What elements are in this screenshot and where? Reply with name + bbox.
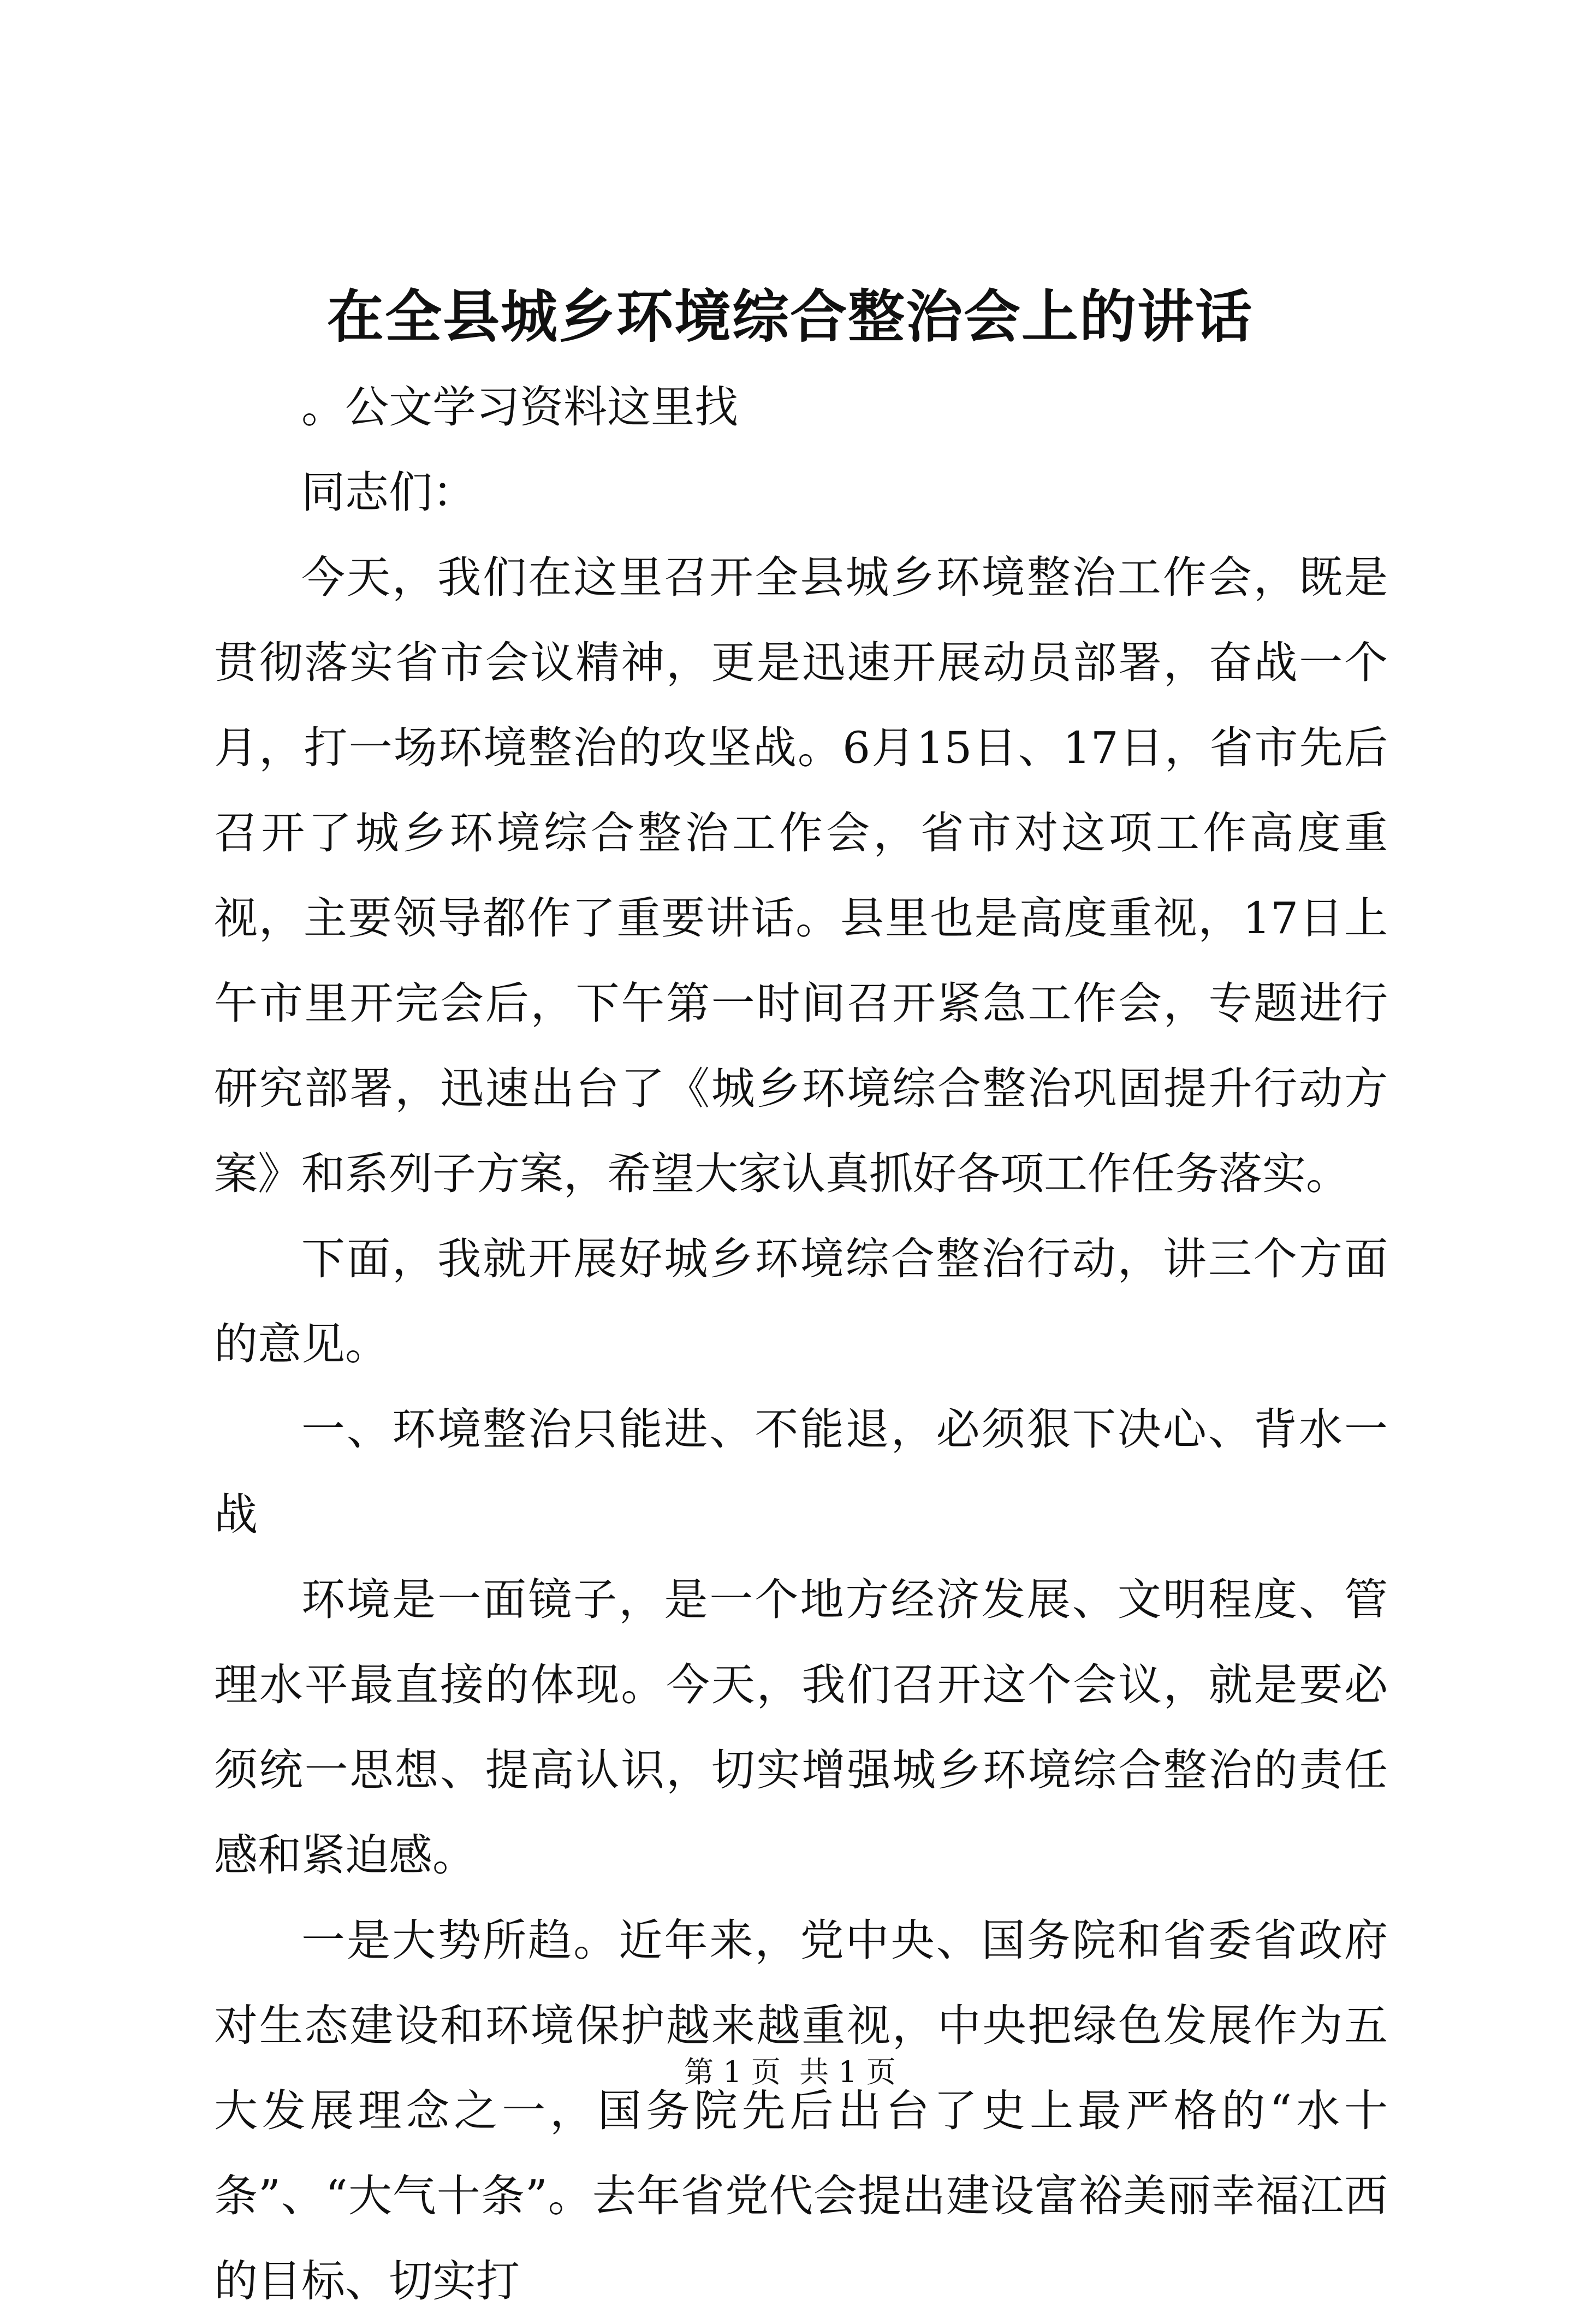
section-heading-1: 一、环境整治只能进、不能退，必须狠下决心、背水一战 — [214, 1404, 1388, 1540]
document-title: 在全县城乡环境综合整治会上的讲话 — [326, 283, 1253, 350]
paragraph-environment-mirror: 环境是一面镜子，是一个地方经济发展、文明程度、管理水平最直接的体现。今天，我们召开这个会议，就是要必须统一思想、提高认识，切实增强城乡环境综合整治的责任感和紧迫感。 — [214, 1574, 1388, 1881]
paragraph-introduction: 下面，我就开展好城乡环境综合整治行动，讲三个方面的意见。 — [214, 1234, 1388, 1370]
paragraph-opening: 今天，我们在这里召开全县城乡环境整治工作会，既是贯彻落实省市会议精神，更是迅速开展动员部署，奋战一个月，打一场环境整治的攻坚战。6月15日、17日，省市先后召开了城乡环境综合整治工作会，省市对这项工作高度重视，主要领导都作了重要讲话。县里也是高度重视，17日上午市里开完会后，下午第一时间召开紧急工作会，专题进行研究部署，迅速出台了《城乡环境综合整治巩固提升行动方案》和系列子方案，希望大家认真抓好各项工作任务落实。 — [214, 552, 1388, 1199]
paragraph-source-note: 。公文学习资料这里找 — [301, 382, 738, 432]
paragraph-trend: 一是大势所趋。近年来，党中央、国务院和省委省政府对生态建设和环境保护越来越重视，中央把绿色发展作为五大发展理念之一，国务院先后出台了史上最严格的“水十条”、“大气十条”。去年省党代会提出建设富裕美丽幸福江西的目标、切实打 — [214, 1915, 1388, 2307]
page-footer: 第 1 页 共 1 页 — [684, 2055, 896, 2089]
document-body — [214, 365, 1388, 2324]
paragraph-salutation: 同志们： — [301, 467, 476, 518]
